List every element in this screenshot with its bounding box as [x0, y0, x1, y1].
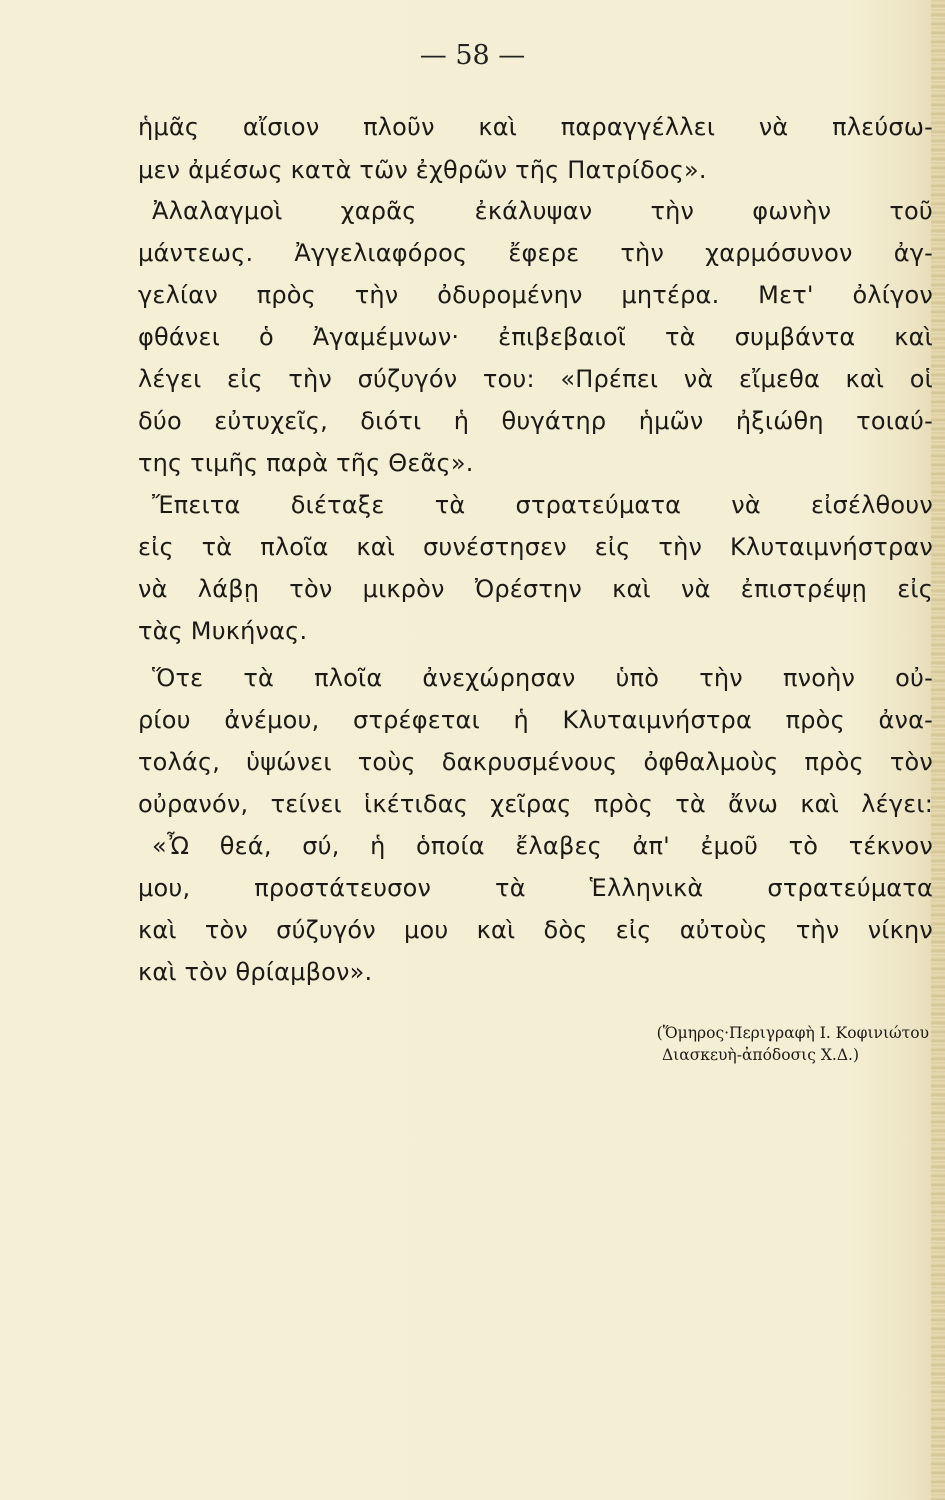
text-line: καὶ τὸν θρίαμβον».: [138, 958, 373, 986]
text-line: τολάς, ὑψώνει τοὺς δακρυσμένους ὀφθαλμοὺς πρὸς τὸν: [138, 748, 933, 776]
text-line: νὰ λάβῃ τὸν μικρὸν Ὀρέστην καὶ νὰ ἐπιστρέψῃ εἰς: [138, 575, 933, 603]
text-line: μεν ἀμέσως κατὰ τῶν ἐχθρῶν τῆς Πατρίδος».: [138, 156, 707, 184]
text-line: «Ὦ θεά, σύ, ἡ ὁποία ἔλαβες ἀπ' ἐμοῦ τὸ τέκνον: [152, 832, 933, 860]
text-line: ρίου ἀνέμου, στρέφεται ἡ Κλυταιμνήστρα πρὸς ἀνα-: [138, 706, 933, 734]
attribution-line: (Ὅμηρος·Περιγραφὴ Ι. Κοφινιώτου: [656, 1024, 929, 1042]
text-line: μάντεως. Ἀγγελιαφόρος ἔφερε τὴν χαρμόσυνον ἀγ-: [138, 239, 933, 267]
text-line: Ἔπειτα διέταξε τὰ στρατεύματα νὰ εἰσέλθουν: [152, 491, 933, 519]
attribution-line: Διασκευὴ-ἀπόδοσις Χ.Δ.): [661, 1046, 859, 1064]
page-number: — 58 —: [419, 40, 526, 71]
text-line: λέγει εἰς τὴν σύζυγόν του: «Πρέπει νὰ εἴμεθα καὶ οἱ: [138, 365, 933, 393]
page-edge: [931, 0, 945, 1500]
attribution: [657, 1022, 929, 1066]
text-line: μου, προστάτευσον τὰ Ἑλληνικὰ στρατεύματα: [138, 874, 933, 902]
text-line: καὶ τὸν σύζυγόν μου καὶ δὸς εἰς αὐτοὺς τὴν νίκην: [138, 916, 933, 944]
text-line: ἡμᾶς αἴσιον πλοῦν καὶ παραγγέλλει νὰ πλεύσω-: [138, 113, 933, 141]
text-line: οὐρανόν, τείνει ἱκέτιδας χεῖρας πρὸς τὰ ἄνω καὶ λέγει:: [138, 790, 933, 818]
text-line: δύο εὐτυχεῖς, διότι ἡ θυγάτηρ ἡμῶν ἠξιώθη τοιαύ-: [138, 407, 933, 435]
text-line: Ὅτε τὰ πλοῖα ἀνεχώρησαν ὑπὸ τὴν πνοὴν οὐ-: [152, 664, 933, 692]
text-line: της τιμῆς παρὰ τῆς Θεᾶς».: [138, 449, 474, 477]
text-line: φθάνει ὁ Ἀγαμέμνων· ἐπιβεβαιοῖ τὰ συμβάντα καὶ: [138, 323, 933, 351]
text-line: τὰς Μυκήνας.: [138, 617, 308, 645]
text-line: Ἀλαλαγμοὶ χαρᾶς ἐκάλυψαν τὴν φωνὴν τοῦ: [152, 197, 933, 225]
text-line: γελίαν πρὸς τὴν ὀδυρομένην μητέρα. Μετ' ὀλίγον: [138, 281, 933, 309]
text-line: εἰς τὰ πλοῖα καὶ συνέστησεν εἰς τὴν Κλυταιμνήστραν: [138, 533, 933, 561]
